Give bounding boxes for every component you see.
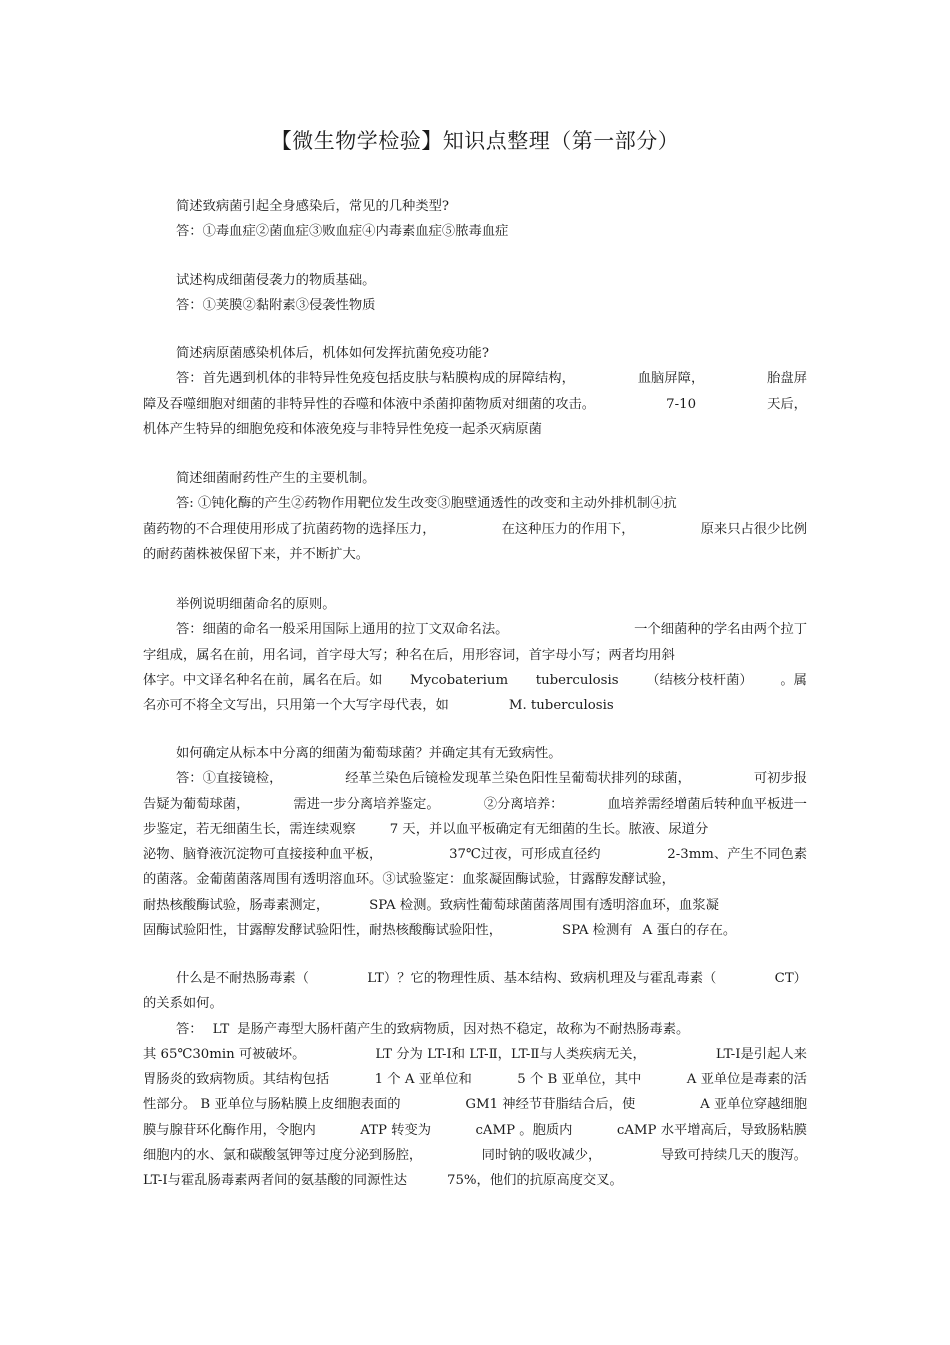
answer-line: 细胞内的水、氯和碳酸氢钾等过度分泌到肠腔， 同时钠的吸收减少， 导致可持续几天的腹泻。 bbox=[143, 1148, 807, 1164]
answer-line: LT-Ⅰ与霍乱肠毒素两者间的氨基酸的同源性达 75%，他们的抗原高度交叉。 bbox=[143, 1173, 623, 1189]
answer-line: 告疑为葡萄球菌， 需进一步分离培养鉴定。 ②分离培养： 血培养需经增菌后转种血平板进一 bbox=[143, 796, 807, 812]
answer-line: 答：细菌的命名一般采用国际上通用的拉丁文双命名法。 一个细菌种的学名由两个拉丁 bbox=[176, 622, 807, 638]
question: 简述病原菌感染机体后，机体如何发挥抗菌免疫功能? bbox=[176, 346, 489, 361]
answer-line: 性部分。 B 亚单位与肠粘膜上皮细胞表面的 GM1 神经节苷脂结合后，使 A 亚单位穿越细胞 bbox=[143, 1097, 807, 1113]
qa-section-7 bbox=[143, 966, 807, 1194]
answer-line: 名亦可不将全文写出，只用第一个大写字母代表，如 M. tuberculosis bbox=[143, 698, 614, 714]
qa-section-2 bbox=[143, 268, 807, 319]
answer-line: 耐热核酸酶试验，肠毒素测定， SPA 检测。致病性葡萄球菌菌落周围有透明溶血环，血浆凝 bbox=[143, 897, 719, 913]
question: 简述致病菌引起全身感染后，常见的几种类型? bbox=[176, 199, 450, 214]
answer-line: 障及吞噬细胞对细菌的非特异性的吞噬和体液中杀菌抑菌物质对细菌的攻击。 7-10 天后， bbox=[143, 396, 807, 412]
answer-line: 的耐药菌株被保留下来，并不断扩大。 bbox=[143, 546, 370, 562]
answer-line: 胃肠炎的致病物质。其结构包括 1 个 A 亚单位和 5 个 B 亚单位，其中 A 亚单位是毒素的活 bbox=[143, 1072, 807, 1088]
qa-section-4 bbox=[143, 466, 807, 567]
answer-line: 膜与腺苷环化酶作用，令胞内 ATP 转变为 cAMP 。胞质内 cAMP 水平增高后，导致肠粘膜 bbox=[143, 1122, 807, 1138]
qa-section-6 bbox=[143, 741, 807, 943]
page-title: 【微生物学检验】知识点整理（第一部分） bbox=[270, 129, 680, 153]
qa-section-3 bbox=[143, 341, 807, 442]
question-line: 什么是不耐热肠毒素（ LT）？它的物理性质、基本结构、致病机理及与霍乱毒素（ CT） bbox=[176, 971, 807, 986]
answer-line: 的菌落。金葡菌菌落周围有透明溶血环。③试验鉴定：血浆凝固酶试验，甘露醇发酵试验， bbox=[143, 872, 675, 888]
answer-line: 其 65℃30min 可被破坏。 LT 分为 LT-Ⅰ和 LT-Ⅱ，LT-Ⅱ与人类疾病无关， LT-Ⅰ是引起人来 bbox=[143, 1046, 807, 1062]
answer-line: 步鉴定，若无细菌生长，需连续观察 7 天，并以血平板确定有无细菌的生长。脓液、尿道分 bbox=[143, 821, 709, 837]
question: 试述构成细菌侵袭力的物质基础。 bbox=[176, 273, 376, 288]
answer-line: 固酶试验阳性，甘露醇发酵试验阳性，耐热核酸酶试验阳性， SPA 检测有 A 蛋白的存在。 bbox=[143, 923, 737, 939]
answer-line: 答：①直接镜检， 经革兰染色后镜检发现革兰染色阳性呈葡萄状排列的球菌， 可初步报 bbox=[176, 771, 807, 787]
question: 简述细菌耐药性产生的主要机制。 bbox=[176, 471, 376, 486]
answer-line: 答： LT 是肠产毒型大肠杆菌产生的致病物质，因对热不稳定，故称为不耐热肠毒素。 bbox=[176, 1021, 690, 1037]
answer-line: 答：①毒血症②菌血症③败血症④内毒素血症⑤脓毒血症 bbox=[176, 224, 509, 240]
answer-line: 答：首先遇到机体的非特异性免疫包括皮肤与粘膜构成的屏障结构， 血脑屏障， 胎盘屏 bbox=[176, 371, 807, 387]
answer-line: 机体产生特异的细胞免疫和体液免疫与非特异性免疫一起杀灭病原菌 bbox=[143, 421, 542, 437]
qa-section-5 bbox=[143, 592, 807, 718]
qa-section-1 bbox=[143, 194, 807, 245]
answer-line: 字组成，属名在前，用名词，首字母大写；种名在后，用形容词，首字母小写；两者均用斜 bbox=[143, 647, 675, 663]
question: 举例说明细菌命名的原则。 bbox=[176, 597, 336, 612]
answer-line: 菌药物的不合理使用形成了抗菌药物的选择压力， 在这种压力的作用下， 原来只占很少比例 bbox=[143, 521, 807, 537]
answer-line: 答：①荚膜②黏附素③侵袭性物质 bbox=[176, 298, 376, 314]
answer-line: 泌物、脑脊液沉淀物可直接接种血平板， 37℃过夜，可形成直径约 2-3mm、产生不同色素 bbox=[143, 847, 807, 863]
answer-line: 答: ①钝化酶的产生②药物作用靶位发生改变③胞壁通透性的改变和主动外排机制④抗 bbox=[176, 496, 677, 512]
answer-line: 体字。中文译名种名在前，属名在后。如 Mycobaterium tuberculosis （结核分枝杆菌） 。属 bbox=[143, 672, 807, 688]
question: 如何确定从标本中分离的细菌为葡萄球菌？并确定其有无致病性。 bbox=[176, 746, 562, 761]
question-line: 的关系如何。 bbox=[143, 996, 223, 1012]
